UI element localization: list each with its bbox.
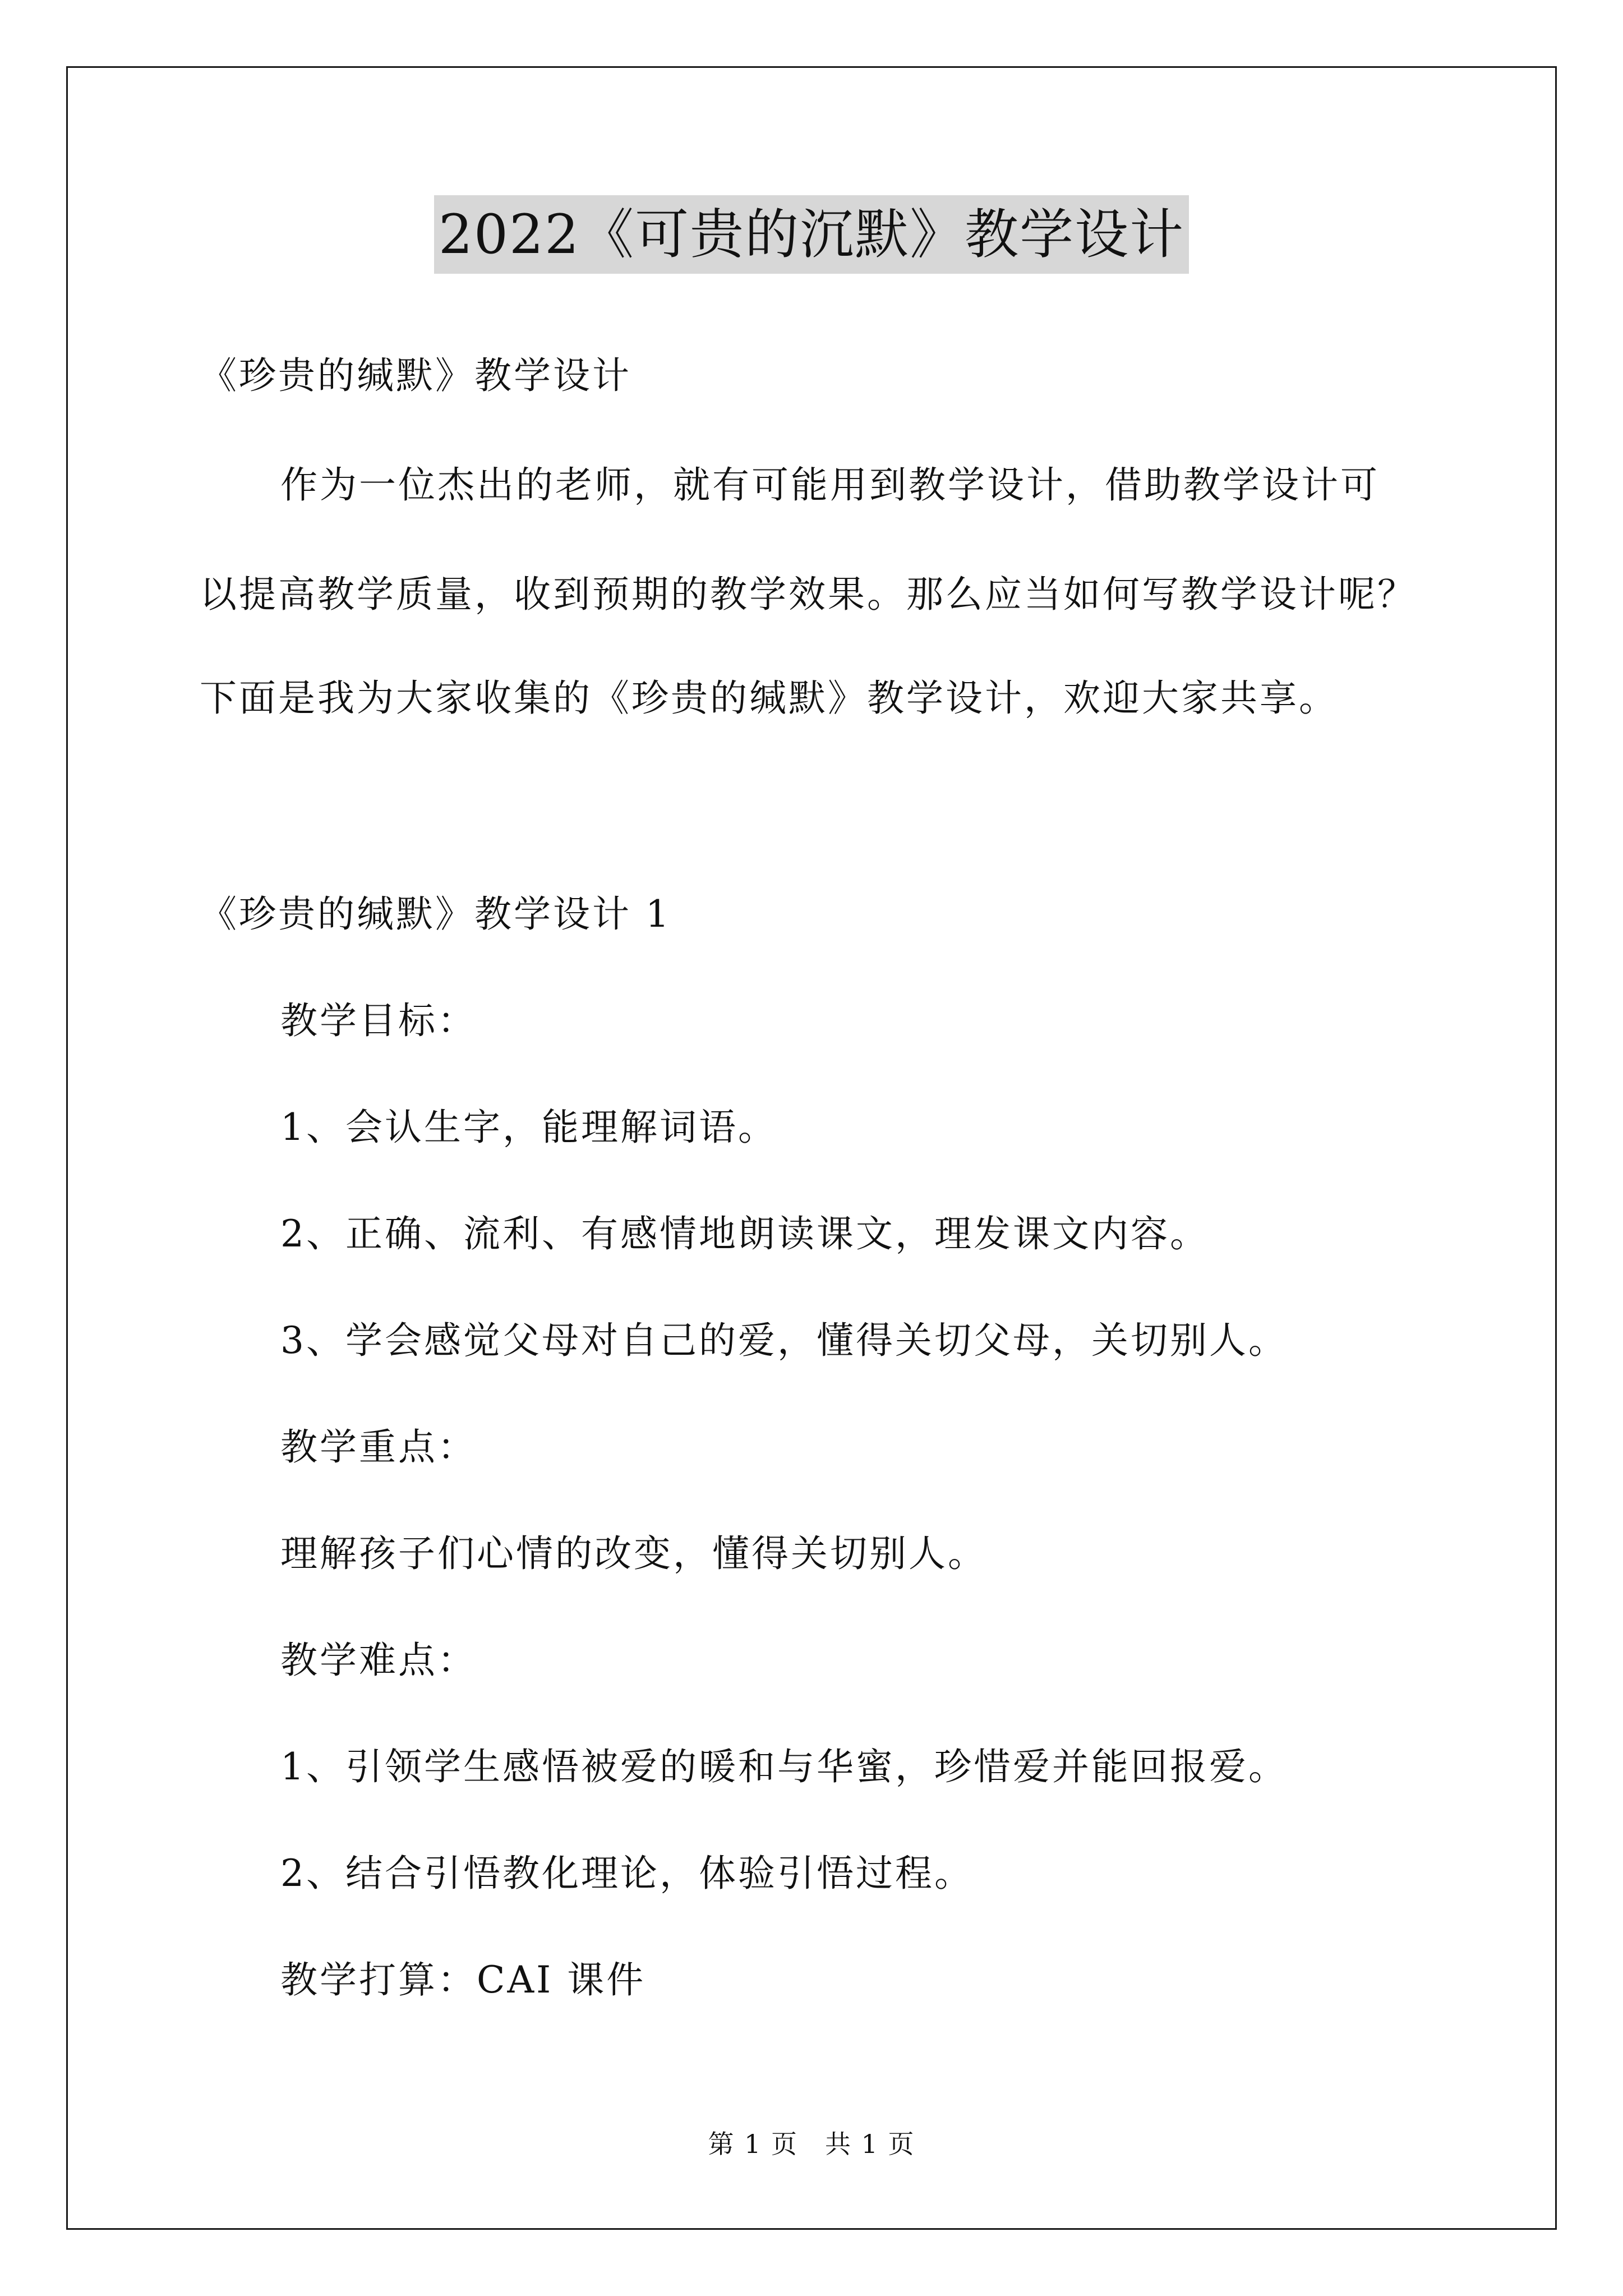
intro-paragraph-line: 作为一位杰出的老师，就有可能用到教学设计，借助教学设计可 xyxy=(280,463,1380,507)
subtitle: 《珍贵的缄默》教学设计 xyxy=(200,354,631,397)
difficulty-item: 1、引领学生感悟被爱的暖和与华蜜，珍惜爱并能回报爱。 xyxy=(280,1745,1288,1788)
intro-paragraph-line: 以提高教学质量，收到预期的教学效果。那么应当如何写教学设计呢？ xyxy=(200,573,1417,616)
difficulty-item: 2、结合引悟教化理论，体验引悟过程。 xyxy=(280,1852,974,1895)
objective-item: 1、会认生字，能理解词语。 xyxy=(280,1106,777,1149)
key-points-heading: 教学重点： xyxy=(280,1425,477,1469)
intro-paragraph-line: 下面是我为大家收集的《珍贵的缄默》教学设计，欢迎大家共享。 xyxy=(200,677,1338,720)
difficulties-heading: 教学难点： xyxy=(280,1639,477,1682)
document-title: 2022《可贵的沉默》教学设计 xyxy=(434,195,1189,274)
page-footer: 第 1 页 共 1 页 xyxy=(708,2129,915,2159)
key-point-text: 理解孩子们心情的改变，懂得关切别人。 xyxy=(280,1532,987,1575)
section-heading: 《珍贵的缄默》教学设计 1 xyxy=(200,892,671,936)
objective-item: 2、正确、流利、有感情地朗读课文，理发课文内容。 xyxy=(280,1212,1209,1255)
objectives-heading: 教学目标： xyxy=(280,999,477,1042)
objective-item: 3、学会感觉父母对自己的爱，懂得关切父母，关切别人。 xyxy=(280,1319,1288,1362)
preparation-text: 教学打算：CAI 课件 xyxy=(280,1958,646,2001)
title-container xyxy=(0,195,1623,274)
